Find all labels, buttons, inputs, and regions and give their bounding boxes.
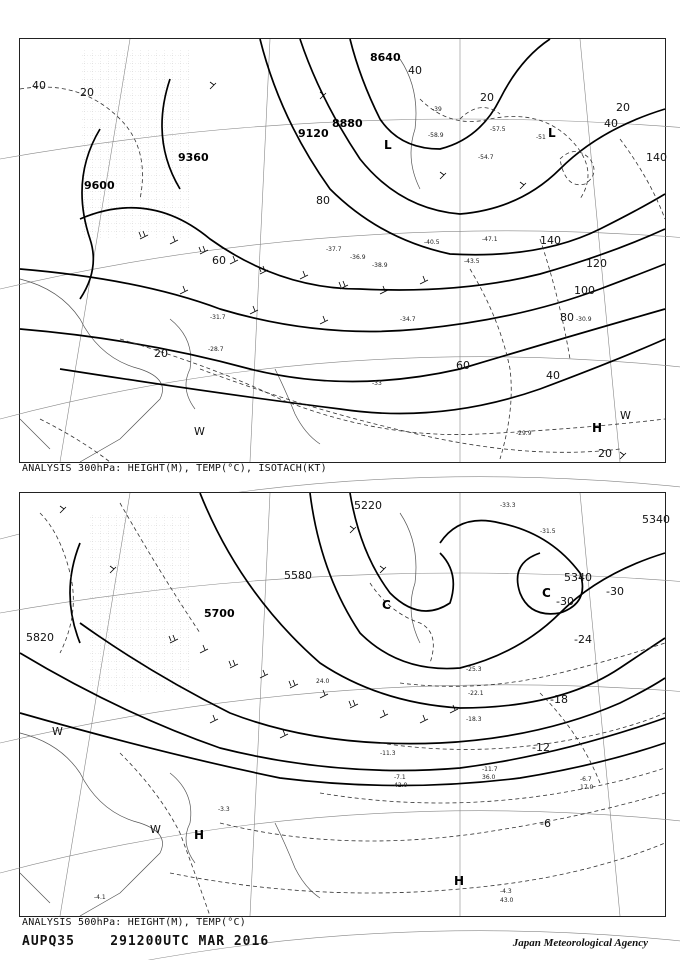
temp-label: -39 (432, 106, 442, 113)
height-label: 9360 (178, 151, 209, 164)
station-label: 42.0 (394, 782, 408, 789)
isotach-label: 60 (212, 254, 226, 267)
station-label: -11.7 (482, 766, 498, 773)
panel-300-caption: ANALYSIS 300hPa: HEIGHT(M), TEMP(°C), ISOTACH(KT) (22, 463, 327, 474)
temp-label: -37.7 (326, 246, 342, 253)
hatched-area (80, 49, 190, 239)
agency-name: Japan Meteorological Agency (512, 937, 648, 949)
isotach-label: 60 (456, 359, 470, 372)
warm-center: W (150, 823, 161, 836)
hatched-area (90, 513, 190, 693)
low-center: L (384, 138, 392, 152)
height-label: 5340 (564, 571, 592, 584)
temp-label: -30.9 (576, 316, 592, 323)
isotach-label: 20 (154, 347, 168, 360)
height-label: 9600 (84, 179, 115, 192)
isotach-label: 140 (540, 234, 561, 247)
height-label: 5340 (642, 513, 670, 526)
isotach-label: 120 (586, 257, 607, 270)
temp-contour-label: -18 (550, 693, 568, 706)
temp-label: -33 (372, 380, 382, 387)
cold-center: C (382, 598, 391, 612)
temp-label: -51 (536, 134, 546, 141)
temp-contour-label: -6 (540, 817, 551, 830)
station-label: -6.7 (580, 776, 592, 783)
warm-center: W (194, 425, 205, 438)
station-label: -11.3 (380, 750, 396, 757)
isotach-label: 40 (604, 117, 618, 130)
height-label: 5700 (204, 607, 235, 620)
isotach-label: 20 (616, 101, 630, 114)
station-label: 24.0 (316, 678, 330, 685)
isotach-label: 100 (574, 284, 595, 297)
temp-label: -34.7 (400, 316, 416, 323)
high-center: H (592, 421, 603, 435)
temp-label: -38.9 (372, 262, 388, 269)
chart-code: AUPQ35 (22, 934, 75, 949)
height-label: 5580 (284, 569, 312, 582)
isotach-label: 40 (546, 369, 560, 382)
station-label: 17.0 (580, 784, 594, 791)
height-label: 5820 (26, 631, 54, 644)
temp-label: -54.7 (478, 154, 494, 161)
isotach-label: 40 (32, 79, 46, 92)
temp-label: -29.9 (516, 430, 532, 437)
station-label: 43.0 (500, 897, 514, 904)
isotach-label: 20 (598, 447, 612, 460)
station-label: -4.3 (500, 888, 512, 895)
station-label: -33.3 (500, 502, 516, 509)
temp-label: -47.1 (482, 236, 498, 243)
temp-contour-label: -30 (606, 585, 624, 598)
map-panel-500hpa (19, 492, 670, 917)
station-label: -25.3 (466, 666, 482, 673)
isotach-label: 140 (646, 151, 667, 164)
height-label: 8880 (332, 117, 363, 130)
high-center: H (454, 874, 465, 888)
station-label: 36.0 (482, 774, 496, 781)
isotach-label: 40 (408, 64, 422, 77)
isotach-label: 20 (480, 91, 494, 104)
map-500hpa-svg (20, 493, 670, 916)
low-center: L (548, 126, 556, 140)
map-panel-300hpa (19, 38, 666, 463)
isotach-label: 80 (316, 194, 330, 207)
warm-center: W (52, 725, 63, 738)
high-center: H (194, 828, 205, 842)
isotach-label: 20 (80, 86, 94, 99)
station-label: -3.3 (218, 806, 230, 813)
height-label: 8640 (370, 51, 401, 64)
temp-label: -36.9 (350, 254, 366, 261)
temp-contour-label: -24 (574, 633, 592, 646)
station-label: -22.1 (468, 690, 484, 697)
station-label: -4.1 (94, 894, 106, 901)
temp-label: -43.5 (464, 258, 480, 265)
temp-label: -28.7 (208, 346, 224, 353)
station-label: -18.3 (466, 716, 482, 723)
temp-label: -58.9 (428, 132, 444, 139)
map-300hpa-svg (20, 39, 665, 462)
panel-500-caption: ANALYSIS 500hPa: HEIGHT(M), TEMP(°C) (22, 917, 246, 928)
height-label: 5220 (354, 499, 382, 512)
height-label: 9120 (298, 127, 329, 140)
warm-center: W (620, 409, 631, 422)
temp-contour-label: -12 (532, 741, 550, 754)
chart-identifier (22, 934, 269, 949)
station-label: -7.1 (394, 774, 406, 781)
temp-contour-label: -30 (556, 595, 574, 608)
chart-datetime: 291200UTC MAR 2016 (110, 934, 270, 949)
temp-label: -40.5 (424, 239, 440, 246)
temp-label: -31.7 (210, 314, 226, 321)
isotach-label: 80 (560, 311, 574, 324)
pressure-centers-300 (194, 126, 631, 438)
station-label: -31.5 (540, 528, 556, 535)
temp-label: -57.5 (490, 126, 506, 133)
cold-center: C (542, 586, 551, 600)
coastlines-500 (20, 513, 420, 916)
